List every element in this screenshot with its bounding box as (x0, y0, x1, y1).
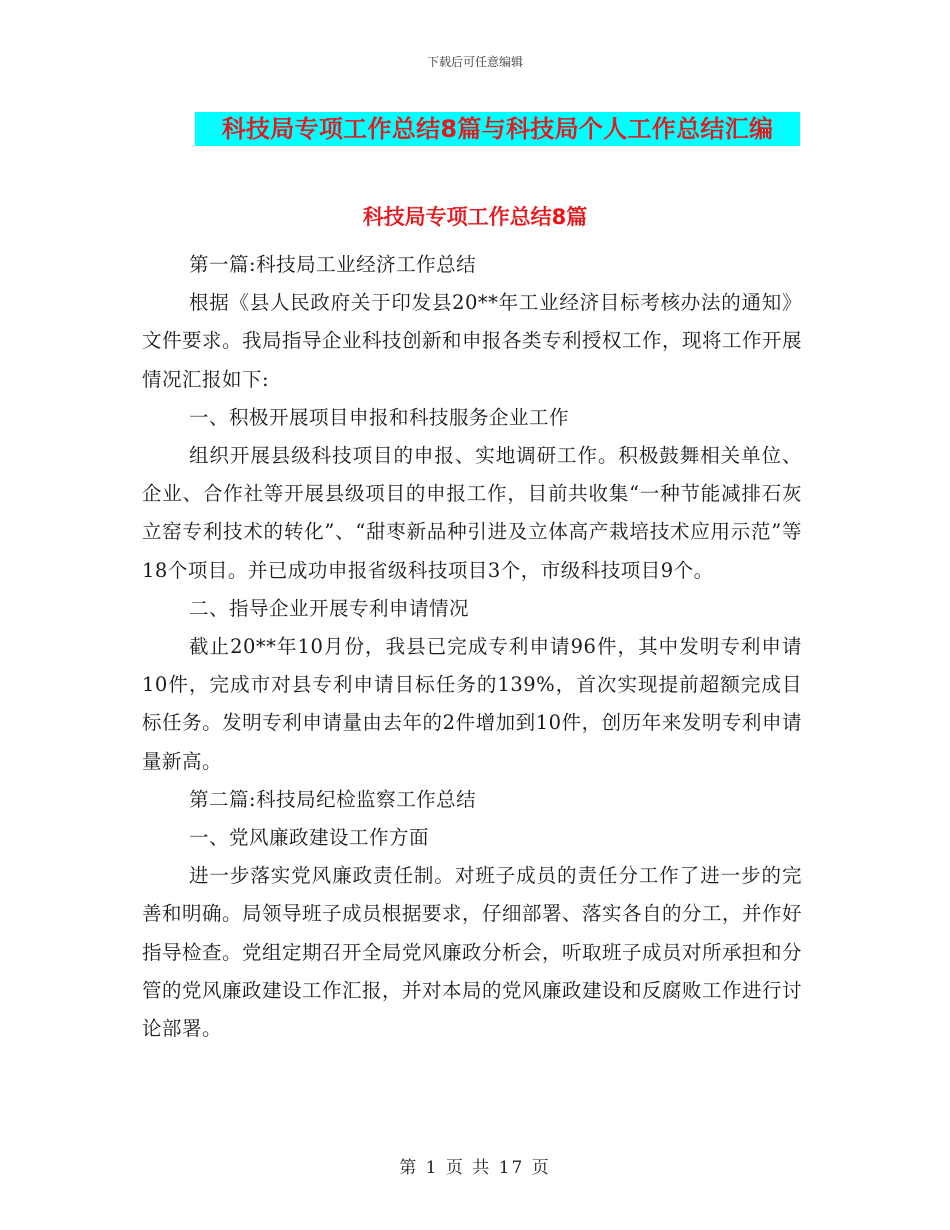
paragraph-7: 第二篇:科技局纪检监察工作总结 (189, 787, 477, 811)
paragraph-9: 进一步落实党风廉政责任制。对班子成员的责任分工作了进一步的完善和明确。局领导班子成员根据要求，仔细部署、落实各自的分工，并作好指导检查。党组定期召开全局党风廉政分析会，听取班子成员对所承担和分管的党风廉政建设工作汇报，并对本局的党风廉政建设和反腐败工作进行讨论部署。 (142, 864, 803, 1041)
main-title: 科技局专项工作总结8篇与科技局个人工作总结汇编 (195, 112, 800, 146)
section-title: 科技局专项工作总结8篇 (362, 205, 588, 229)
paragraph-5: 二、指导企业开展专利申请情况 (189, 596, 470, 620)
page-footer: 第 1 页 共 17 页 (399, 1158, 551, 1178)
paragraph-3: 一、积极开展项目申报和科技服务企业工作 (189, 405, 570, 429)
document-body (142, 246, 802, 1048)
paragraph-6: 截止20**年10月份，我县已完成专利申请96件，其中发明专利申请10件，完成市对县专利申请目标任务的139%，首次实现提前超额完成目标任务。发明专利申请量由去年的2件增加到10件，创历年来发明专利申请量新高。 (142, 635, 802, 773)
paragraph-2: 根据《县人民政府关于印发县20**年工业经济目标考核办法的通知》文件要求。我局指导企业科技创新和申报各类专利授权工作，现将工作开展情况汇报如下: (142, 291, 803, 391)
paragraph-1: 第一篇:科技局工业经济工作总结 (189, 253, 477, 276)
header-note: 下载后可任意编辑 (426, 55, 523, 69)
paragraph-8: 一、党风廉政建设工作方面 (189, 826, 430, 850)
paragraph-4: 组织开展县级科技项目的申报、实地调研工作。积极鼓舞相关单位、企业、合作社等开展县级项目的申报工作，目前共收集“一种节能减排石灰立窑专利技术的转化”、“甜枣新品种引进及立体高产栽培技术应用示范”等18个项目。并已成功申报省级科技项目3个，市级科技项目9个。 (142, 444, 802, 582)
